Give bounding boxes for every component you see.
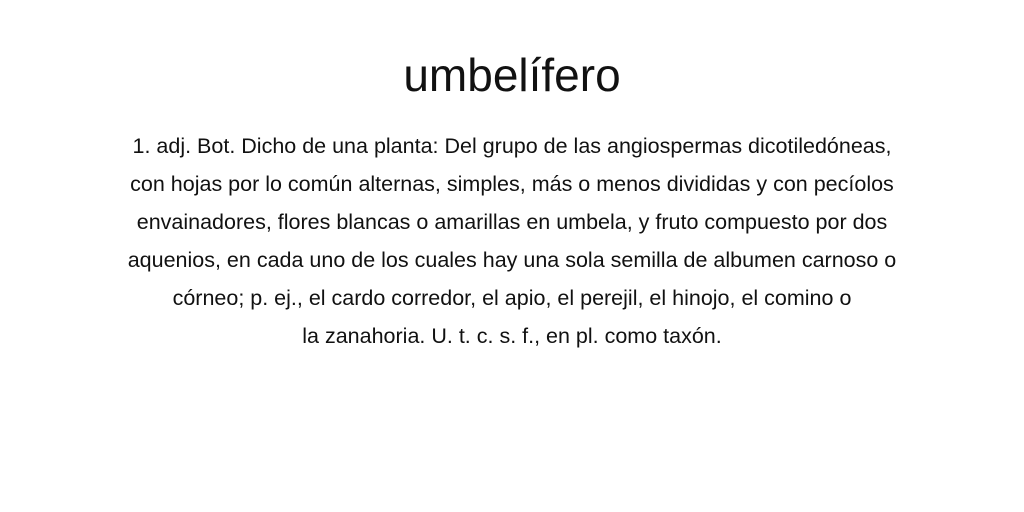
definition-line: con hojas por lo común alternas, simples, más o menos divididas y con pecíolos [130, 172, 894, 196]
definition-line: 1. adj. Bot. Dicho de una planta: Del grupo de las angiospermas dicotiledóneas, [132, 134, 892, 158]
definition-line: aquenios, en cada uno de los cuales hay una sola semilla de albumen carnoso o [127, 248, 897, 272]
entry-headword: umbelífero [403, 49, 621, 101]
entry-definition [0, 127, 1024, 355]
definition-line: córneo; p. ej., el cardo corredor, el apio, el perejil, el hinojo, el comino o [172, 286, 852, 310]
definition-line: la zanahoria. U. t. c. s. f., en pl. como taxón. [302, 324, 722, 348]
definition-line: envainadores, flores blancas o amarillas en umbela, y fruto compuesto por dos [136, 210, 888, 234]
